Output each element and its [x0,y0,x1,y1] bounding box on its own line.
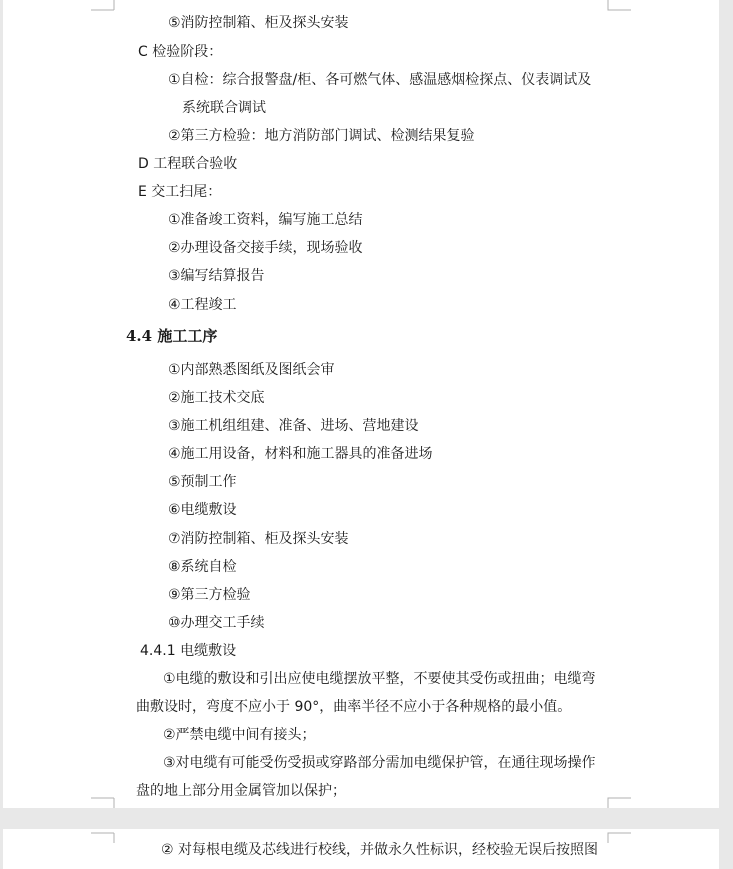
list-item: ①内部熟悉图纸及图纸会审 [168,362,335,378]
section-heading: 4.4 施工工序 [126,327,218,345]
list-item: ⑨第三方检验 [168,587,251,603]
page-corner-mark [91,829,115,843]
paragraph-line: ③对电缆有可能受伤受损或穿路部分需加电缆保护管，在通往现场操作 [163,755,596,771]
list-item: ④工程竣工 [168,297,237,313]
page-corner-mark [607,829,631,843]
section-label: D 工程联合验收 [138,156,238,172]
list-item: ⑦消防控制箱、柜及探头安装 [168,531,349,547]
document-page-2 [3,829,719,869]
page-corner-mark [91,794,115,808]
list-item: ⑤预制工作 [168,474,237,490]
list-item: ②第三方检验：地方消防部门调试、检测结果复验 [168,128,475,144]
list-item: ②办理设备交接手续，现场验收 [168,240,363,256]
page-corner-mark [607,794,631,808]
list-item: ⑥电缆敷设 [168,502,237,518]
document-page-1 [3,0,719,808]
list-item: ③施工机组组建、准备、进场、营地建设 [168,418,419,434]
list-item: ⑧系统自检 [168,559,237,575]
list-item: ③编写结算报告 [168,268,265,284]
page-corner-mark [91,0,115,14]
section-label: C 检验阶段： [138,44,223,60]
list-item: ①准备竣工资料，编写施工总结 [168,212,363,228]
paragraph-line: ② 对每根电缆及芯线进行校线，并做永久性标识，经校验无误后按照图 [161,842,598,858]
list-item: ⑩办理交工手续 [168,615,265,631]
list-item: ⑤消防控制箱、柜及探头安装 [168,15,349,31]
paragraph-line: ①电缆的敷设和引出应使电缆摆放平整，不要使其受伤或扭曲；电缆弯 [163,671,596,687]
paragraph-line: 盘的地上部分用金属管加以保护； [136,783,346,799]
subsection-heading: 4.4.1 电缆敷设 [140,643,237,659]
list-item: ①自检：综合报警盘/柜、各可燃气体、感温感烟检探点、仪表调试及 [168,72,592,88]
paragraph-line: 曲敷设时，弯度不应小于 90°，曲率半径不应小于各种规格的最小值。 [136,699,572,715]
page-corner-mark [607,0,631,14]
paragraph-line: ②严禁电缆中间有接头； [163,727,316,743]
section-label: E 交工扫尾： [138,184,222,200]
list-item: ②施工技术交底 [168,390,265,406]
list-item: ④施工用设备，材料和施工器具的准备进场 [168,446,433,462]
list-item-continuation: 系统联合调试 [182,100,266,116]
